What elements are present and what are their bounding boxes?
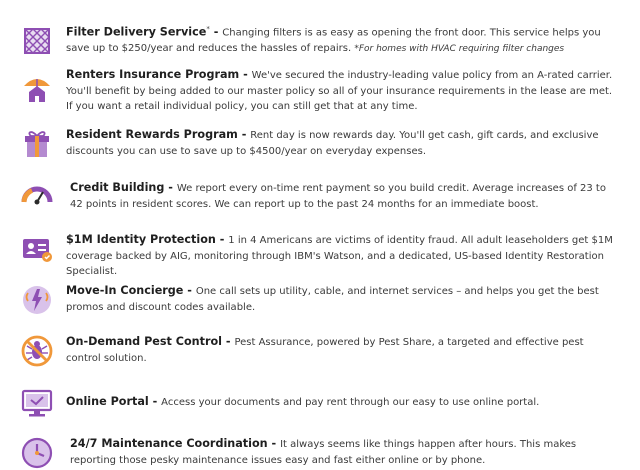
id-card-icon [20,232,54,266]
service-description: Changing filters is as easy as opening the front door. This service helps you save up to $250/year and reduces the hassles of repairs. [66,27,601,54]
service-title: Resident Rewards Program [66,128,238,141]
footnote-mark: * [206,25,210,33]
title-separator: - [215,233,229,246]
service-description: One call sets up utility, cable, and internet services – and helps you get the best promos and discount codes available. [66,286,599,313]
service-text [66,394,618,411]
service-description: 1 in 4 Americans are victims of identity fraud. All adult leaseholders get $1M coverage backed by AIG, monitoring through IBM's Watson, and a dedicated, US-based Identity Restoration Specialist. [66,235,613,277]
utilities-icon [20,283,54,317]
umbrella-house-icon [20,71,54,105]
service-text [66,67,618,115]
service-text [66,334,618,366]
service-text [66,22,618,57]
service-text [66,232,618,280]
title-separator: - [267,437,281,450]
service-text [66,127,618,159]
service-footnote: *For homes with HVAC requiring filter changes [354,43,565,54]
service-text [70,436,618,468]
service-description: It always seems like things happen after hours. This makes reporting those pesky maintenance issues easy and fast either online or by phone. [70,439,577,466]
credit-gauge-icon [20,178,54,212]
service-title: Credit Building [70,181,165,194]
filter-icon [20,24,54,58]
no-pest-icon [20,334,54,368]
title-separator: - [148,395,162,408]
service-title: On-Demand Pest Control [66,335,223,348]
title-separator: - [239,68,252,81]
clock-icon [20,436,54,470]
monitor-icon [20,386,54,420]
service-description: Pest Assurance, powered by Pest Share, a targeted and effective pest control solution. [66,337,584,364]
title-separator: - [183,284,196,297]
title-separator: - [237,128,251,141]
service-title: Filter Delivery Service [66,25,207,39]
service-title: $1M Identity Protection [66,233,216,246]
service-text [66,283,618,315]
title-separator: - [164,181,177,194]
service-description: Access your documents and pay rent through our easy to use online portal. [161,397,540,408]
service-description: Rent day is now rewards day. You'll get cash, gift cards, and exclusive discounts you can use to save up to $4500/year on everyday expenses. [66,130,599,157]
title-separator: - [222,335,235,348]
service-description: We report every on-time rent payment so you build credit. Average increases of 23 to 42 points in resident scores. We can report up to the past 24 months for an immediate boost. [70,183,606,210]
title-separator: - [209,25,223,39]
service-title: 24/7 Maintenance Coordination [70,437,268,450]
service-title: Renters Insurance Program [66,68,240,81]
service-title: Move-In Concierge [66,284,184,297]
gift-icon [20,127,54,161]
service-title: Online Portal [66,395,149,408]
service-text [70,180,618,212]
service-description: We've secured the industry-leading value policy from an A-rated carrier. You'll benefit by being added to our master policy so all of your insurance requirements in the lease are met. If you want a retail individual policy, you can still get that at any time. [66,70,613,112]
